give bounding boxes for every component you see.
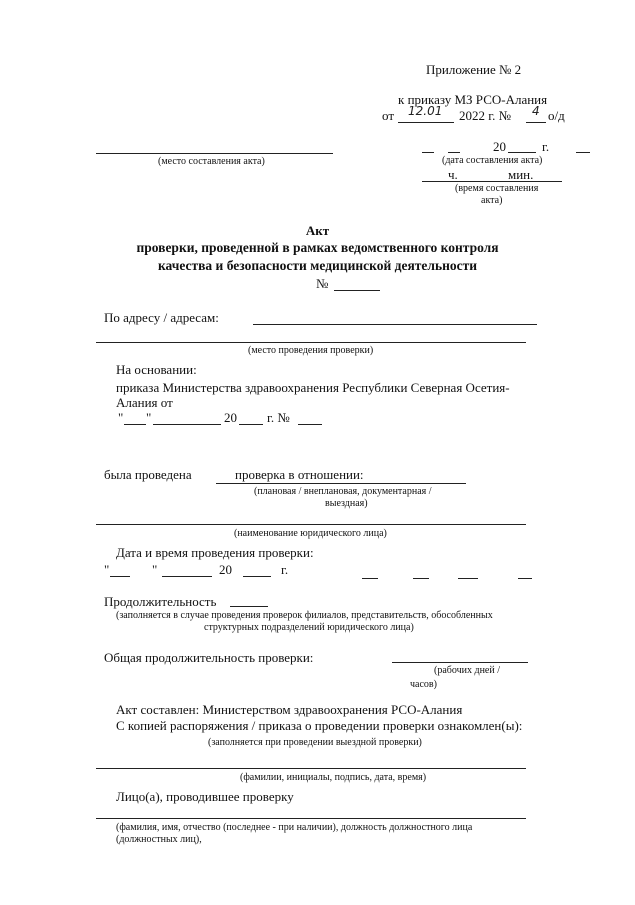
handwritten-order-number: 4 (532, 104, 540, 118)
total-duration-label: Общая продолжительность проверки: (104, 650, 314, 665)
signature-caption: (фамилии, инициалы, подпись, дата, время) (240, 772, 427, 783)
order-from-label: от (382, 108, 395, 123)
title-line-3: качества и безопасности медицинской деятельности (157, 258, 478, 273)
copy-note: (заполняется при проведении выездной проверки) (208, 737, 422, 748)
order-suffix: о/д (548, 108, 565, 123)
basis-quote-open: " (118, 410, 124, 425)
copy-acquainted: С копией распоряжения / приказа о проведении проверки ознакомлен(ы): (116, 718, 523, 733)
basis-year: 20 (224, 410, 237, 425)
duration-label: Продолжительность (104, 594, 217, 609)
handwritten-order-date: 12.01 (408, 104, 443, 118)
act-number-label: № (316, 276, 329, 291)
total-unit-1: (рабочих дней / (434, 665, 500, 676)
title-act: Акт (305, 223, 330, 238)
datetime-year: 20 (219, 562, 232, 577)
basis-text-2: Алания от (116, 395, 173, 410)
time-caption-1: (время составления (455, 183, 539, 194)
appendix-label: Приложение № 2 (426, 62, 522, 77)
conducted-caption-2: выездная) (325, 498, 368, 509)
datetime-g: г. (281, 562, 289, 577)
date-year: 20 (493, 139, 506, 154)
datetime-quote-open: " (104, 562, 110, 577)
time-hours: ч. (448, 167, 458, 182)
address-label: По адресу / адресам: (104, 310, 219, 325)
date-caption: (дата составления акта) (442, 155, 543, 166)
basis-quote-close: " (146, 410, 152, 425)
conducted-label: была проведена (104, 467, 192, 482)
compiled-by: Акт составлен: Министерством здравоохранения РСО-Алания (116, 702, 463, 717)
order-year-label: 2022 г. № (459, 108, 512, 123)
time-minutes: мин. (508, 167, 534, 182)
datetime-quote-close: " (152, 562, 158, 577)
entity-caption: (наименование юридического лица) (234, 528, 387, 539)
basis-text-1: приказа Министерства здравоохранения Республики Северная Осетия- (116, 380, 510, 395)
conducted-value: проверка в отношении: (235, 467, 364, 482)
inspector-label: Лицо(а), проводившее проверку (116, 789, 294, 804)
duration-note-2: структурных подразделений юридического лица) (204, 622, 414, 633)
inspection-datetime-label: Дата и время проведения проверки: (116, 545, 314, 560)
total-unit-2: часов) (410, 679, 437, 690)
address-caption: (место проведения проверки) (248, 345, 374, 356)
place-line (96, 153, 333, 154)
date-g: г. (542, 139, 550, 154)
act-number-line (334, 290, 380, 291)
place-caption: (место составления акта) (158, 156, 265, 167)
time-caption-2: акта) (481, 195, 503, 206)
title-line-2: проверки, проведенной в рамках ведомственного контроля (136, 240, 499, 255)
inspector-caption-2: (должностных лиц), (116, 834, 202, 845)
duration-note-1: (заполняется в случае проведения проверок филиалов, представительств, обособленных (116, 610, 493, 621)
inspector-caption-1: (фамилия, имя, отчество (последнее - при наличии), должность должностного лица (116, 822, 473, 833)
basis-label: На основании: (116, 362, 197, 377)
order-reference: к приказу МЗ РСО-Алания (398, 92, 548, 107)
conducted-caption-1: (плановая / внеплановая, документарная / (254, 486, 432, 497)
basis-g-number: г. № (267, 410, 290, 425)
